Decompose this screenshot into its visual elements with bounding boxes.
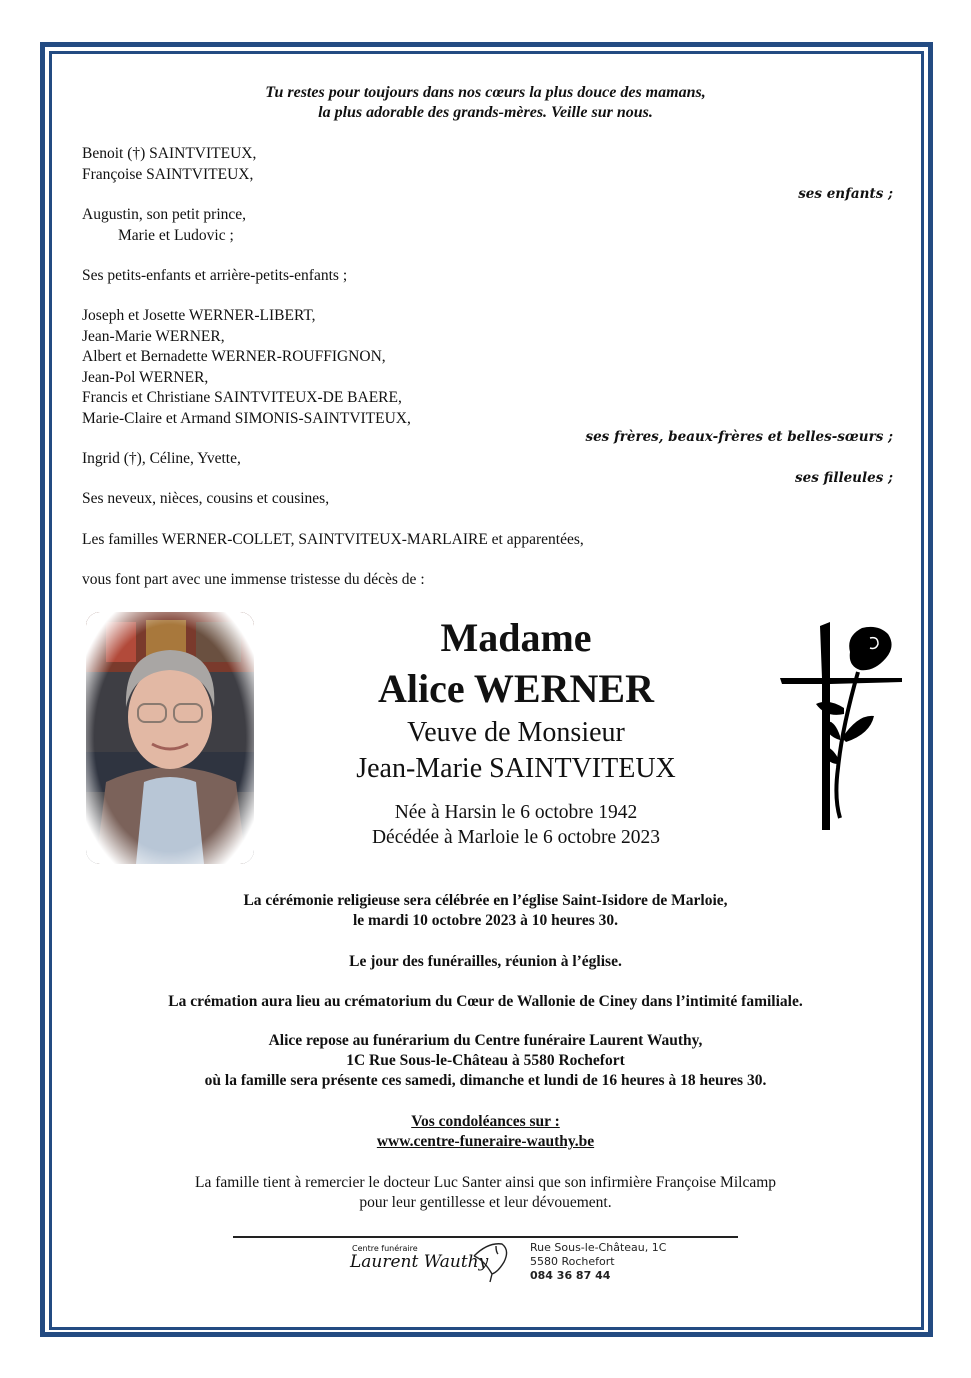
deceased-name: Alice WERNER bbox=[378, 666, 654, 711]
deceased-title: Madame bbox=[440, 615, 592, 660]
sibling-name: Marie-Claire et Armand SIMONIS-SAINTVITEUX, bbox=[82, 409, 411, 427]
rest-line-2: 1C Rue Sous-le-Château à 5580 Rochefort bbox=[346, 1052, 625, 1069]
nephews: Ses neveux, nièces, cousins et cousines, bbox=[82, 490, 330, 507]
sibling-name: Albert et Bernadette WERNER-ROUFFIGNON, bbox=[82, 348, 386, 365]
children-list bbox=[82, 144, 256, 185]
sibling-name: Jean-Marie WERNER, bbox=[82, 327, 225, 345]
portrait-image bbox=[86, 612, 254, 864]
children-relation: ses enfants ; bbox=[798, 186, 893, 202]
birth-date: Née à Harsin le 6 octobre 1942 bbox=[394, 802, 638, 823]
portrait-photo bbox=[86, 612, 254, 864]
grandchild-name: Augustin, son petit prince, bbox=[82, 206, 247, 223]
phone-number: 084 36 87 44 bbox=[530, 1269, 611, 1282]
logo-subtitle: Centre funéraire bbox=[352, 1244, 418, 1253]
grandchildren-list bbox=[82, 205, 246, 246]
condolences-link[interactable]: www.centre-funeraire-wauthy.be bbox=[376, 1133, 595, 1150]
rest-info bbox=[0, 1031, 971, 1091]
footer-divider bbox=[233, 1236, 738, 1238]
rest-line-3: où la famille sera présente ces samedi, dimanche et lundi de 16 heures à 18 heures 30. bbox=[204, 1072, 767, 1089]
address-line-2: 5580 Rochefort bbox=[530, 1255, 615, 1268]
grandchild-name: Marie et Ludovic ; bbox=[118, 226, 234, 244]
condolences-label: Vos condoléances sur : bbox=[411, 1113, 560, 1130]
ceremony-line-1: La cérémonie religieuse sera célébrée en l’église Saint-Isidore de Marloie, bbox=[243, 892, 728, 909]
ceremony-info bbox=[0, 891, 971, 931]
sibling-name: Jean-Pol WERNER, bbox=[82, 368, 209, 386]
cremation-info: La crémation aura lieu au crématorium du Cœur de Wallonie de Ciney dans l’intimité familiale. bbox=[168, 993, 803, 1010]
siblings-list bbox=[82, 306, 411, 429]
child-name: Françoise SAINTVITEUX, bbox=[82, 165, 254, 183]
logo-name: Laurent Wauthy bbox=[350, 1252, 489, 1272]
siblings-relation: ses frères, beaux-frères et belles-sœurs ; bbox=[585, 429, 893, 445]
announcement: vous font part avec une immense tristesse du décès de : bbox=[82, 571, 425, 588]
child-name: Benoit (†) SAINTVITEUX, bbox=[82, 145, 257, 162]
thanks-line-2: pour leur gentillesse et leur dévouement. bbox=[359, 1194, 612, 1211]
motto bbox=[0, 83, 971, 123]
life-dates bbox=[316, 800, 716, 850]
meeting-info: Le jour des funérailles, réunion à l’église. bbox=[349, 953, 622, 970]
sibling-name: Francis et Christiane SAINTVITEUX-DE BAERE, bbox=[82, 389, 402, 406]
death-date: Décédée à Marloie le 6 octobre 2023 bbox=[371, 827, 661, 848]
address-line-1: Rue Sous-le-Château, 1C bbox=[530, 1241, 667, 1254]
widow-line-2: Jean-Marie SAINTVITEUX bbox=[356, 753, 676, 784]
rest-line-1: Alice repose au funérarium du Centre funéraire Laurent Wauthy, bbox=[268, 1032, 703, 1049]
great-grandchildren: Ses petits-enfants et arrière-petits-enfants ; bbox=[82, 267, 348, 284]
families: Les familles WERNER-COLLET, SAINTVITEUX-MARLAIRE et apparentées, bbox=[82, 531, 584, 548]
motto-line-2: la plus adorable des grands-mères. Veille sur nous. bbox=[318, 104, 653, 121]
thanks-line-1: La famille tient à remercier le docteur Luc Santer ainsi que son infirmière Françoise Milcamp bbox=[194, 1174, 777, 1191]
sibling-name: Joseph et Josette WERNER-LIBERT, bbox=[82, 307, 316, 324]
ceremony-line-2: le mardi 10 octobre 2023 à 10 heures 30. bbox=[352, 912, 619, 929]
goddaughters: Ingrid (†), Céline, Yvette, bbox=[82, 450, 241, 467]
widow-line-1: Veuve de Monsieur bbox=[407, 717, 625, 748]
goddaughters-relation: ses filleules ; bbox=[795, 470, 893, 486]
cross-rose-icon bbox=[778, 618, 908, 834]
condolences bbox=[0, 1112, 971, 1152]
funeral-home-address bbox=[530, 1241, 666, 1283]
motto-line-1: Tu restes pour toujours dans nos cœurs la plus douce des mamans, bbox=[265, 84, 706, 101]
calla-lily-logo-icon bbox=[470, 1240, 512, 1284]
thanks-message bbox=[0, 1173, 971, 1213]
